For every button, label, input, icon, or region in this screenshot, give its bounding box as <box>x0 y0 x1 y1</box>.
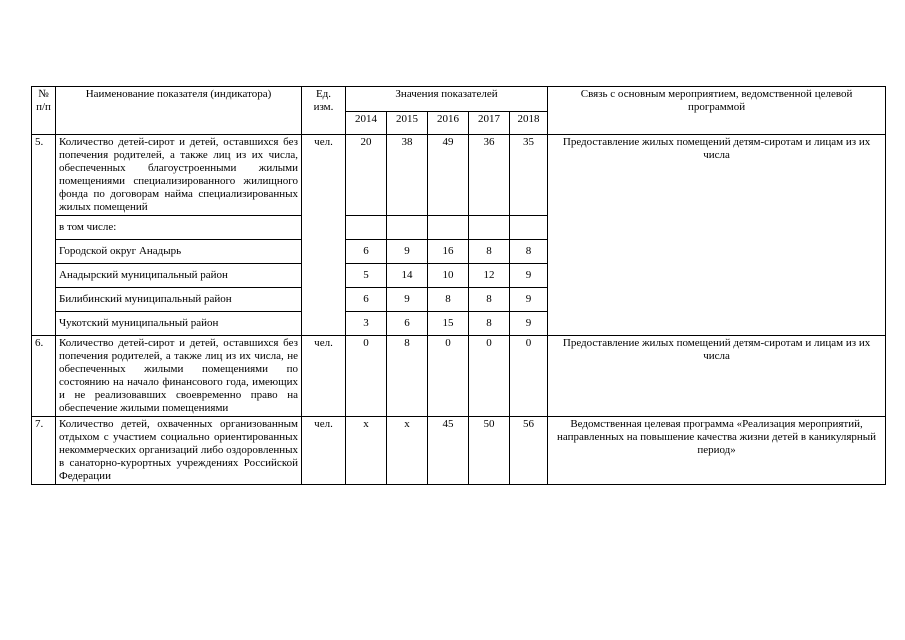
table-header-row <box>32 87 886 112</box>
row-value: 8 <box>469 312 510 336</box>
header-year: 2015 <box>387 112 428 135</box>
row-num: 6. <box>32 336 56 417</box>
row-value: 0 <box>510 336 548 417</box>
row-value: х <box>387 417 428 485</box>
header-year: 2018 <box>510 112 548 135</box>
row-value: 6 <box>387 312 428 336</box>
row-value: 0 <box>428 336 469 417</box>
row-value <box>469 216 510 240</box>
row-num: 5. <box>32 135 56 336</box>
table-row <box>32 135 886 216</box>
row-value: 8 <box>469 240 510 264</box>
row-value: 50 <box>469 417 510 485</box>
row-value: 20 <box>346 135 387 216</box>
row-value: 49 <box>428 135 469 216</box>
row-value: 9 <box>510 312 548 336</box>
header-values: Значения показателей <box>346 87 548 112</box>
indicators-table <box>31 86 886 485</box>
row-value <box>510 216 548 240</box>
row-value: 12 <box>469 264 510 288</box>
row-value: 9 <box>510 264 548 288</box>
row-value: 9 <box>510 288 548 312</box>
header-unit: Ед. изм. <box>302 87 346 135</box>
row-value: х <box>346 417 387 485</box>
header-year: 2014 <box>346 112 387 135</box>
subrow-name: Анадырский муниципальный район <box>56 264 302 288</box>
row-value: 5 <box>346 264 387 288</box>
row-name: Количество детей-сирот и детей, оставшихся без попечения родителей, а также лиц из их числа, обеспеченных благоустроенными жилыми помещениями специализированного жилищного фонда по договорам найма специализированных жилых помещений <box>56 135 302 216</box>
row-name: Количество детей, охваченных организованным отдыхом с участием социально ориентированных некоммерческих организаций либо оздоровленных в санаторно-курортных учреждениях Российской Федерации <box>56 417 302 485</box>
row-value: 35 <box>510 135 548 216</box>
subrow-name: Чукотский муниципальный район <box>56 312 302 336</box>
row-unit: чел. <box>302 417 346 485</box>
header-year: 2016 <box>428 112 469 135</box>
row-value: 9 <box>387 240 428 264</box>
row-value: 3 <box>346 312 387 336</box>
row-link: Предоставление жилых помещений детям-сиротам и лицам из их числа <box>548 135 886 336</box>
row-value: 9 <box>387 288 428 312</box>
row-value: 0 <box>469 336 510 417</box>
row-name: Количество детей-сирот и детей, оставшихся без попечения родителей, а также лиц из их числа, не обеспеченных жилыми помещениями по состоянию на начало финансового года, имеющих и не реализовавших своевременно право на обеспечение жилыми помещениями <box>56 336 302 417</box>
row-value: 16 <box>428 240 469 264</box>
header-num: № п/п <box>32 87 56 135</box>
row-unit: чел. <box>302 336 346 417</box>
row-value: 38 <box>387 135 428 216</box>
row-value <box>346 216 387 240</box>
row-unit: чел. <box>302 135 346 336</box>
row-value: 10 <box>428 264 469 288</box>
row-value: 56 <box>510 417 548 485</box>
row-value: 36 <box>469 135 510 216</box>
header-name: Наименование показателя (индикатора) <box>56 87 302 135</box>
row-value: 8 <box>428 288 469 312</box>
row-value: 6 <box>346 288 387 312</box>
row-value: 45 <box>428 417 469 485</box>
row-value: 8 <box>469 288 510 312</box>
row-value: 14 <box>387 264 428 288</box>
row-value <box>428 216 469 240</box>
row-num: 7. <box>32 417 56 485</box>
table-row <box>32 417 886 485</box>
subrow-name: Городской округ Анадырь <box>56 240 302 264</box>
row-incl-label: в том числе: <box>56 216 302 240</box>
header-link: Связь с основным мероприятием, ведомственной целевой программой <box>548 87 886 135</box>
header-year: 2017 <box>469 112 510 135</box>
row-value <box>387 216 428 240</box>
subrow-name: Билибинский муниципальный район <box>56 288 302 312</box>
row-value: 8 <box>510 240 548 264</box>
row-value: 6 <box>346 240 387 264</box>
table-row <box>32 336 886 417</box>
row-value: 8 <box>387 336 428 417</box>
row-link: Предоставление жилых помещений детям-сиротам и лицам из их числа <box>548 336 886 417</box>
row-value: 15 <box>428 312 469 336</box>
row-value: 0 <box>346 336 387 417</box>
row-link: Ведомственная целевая программа «Реализация мероприятий, направленных на повышение качества жизни детей в каникулярный период» <box>548 417 886 485</box>
